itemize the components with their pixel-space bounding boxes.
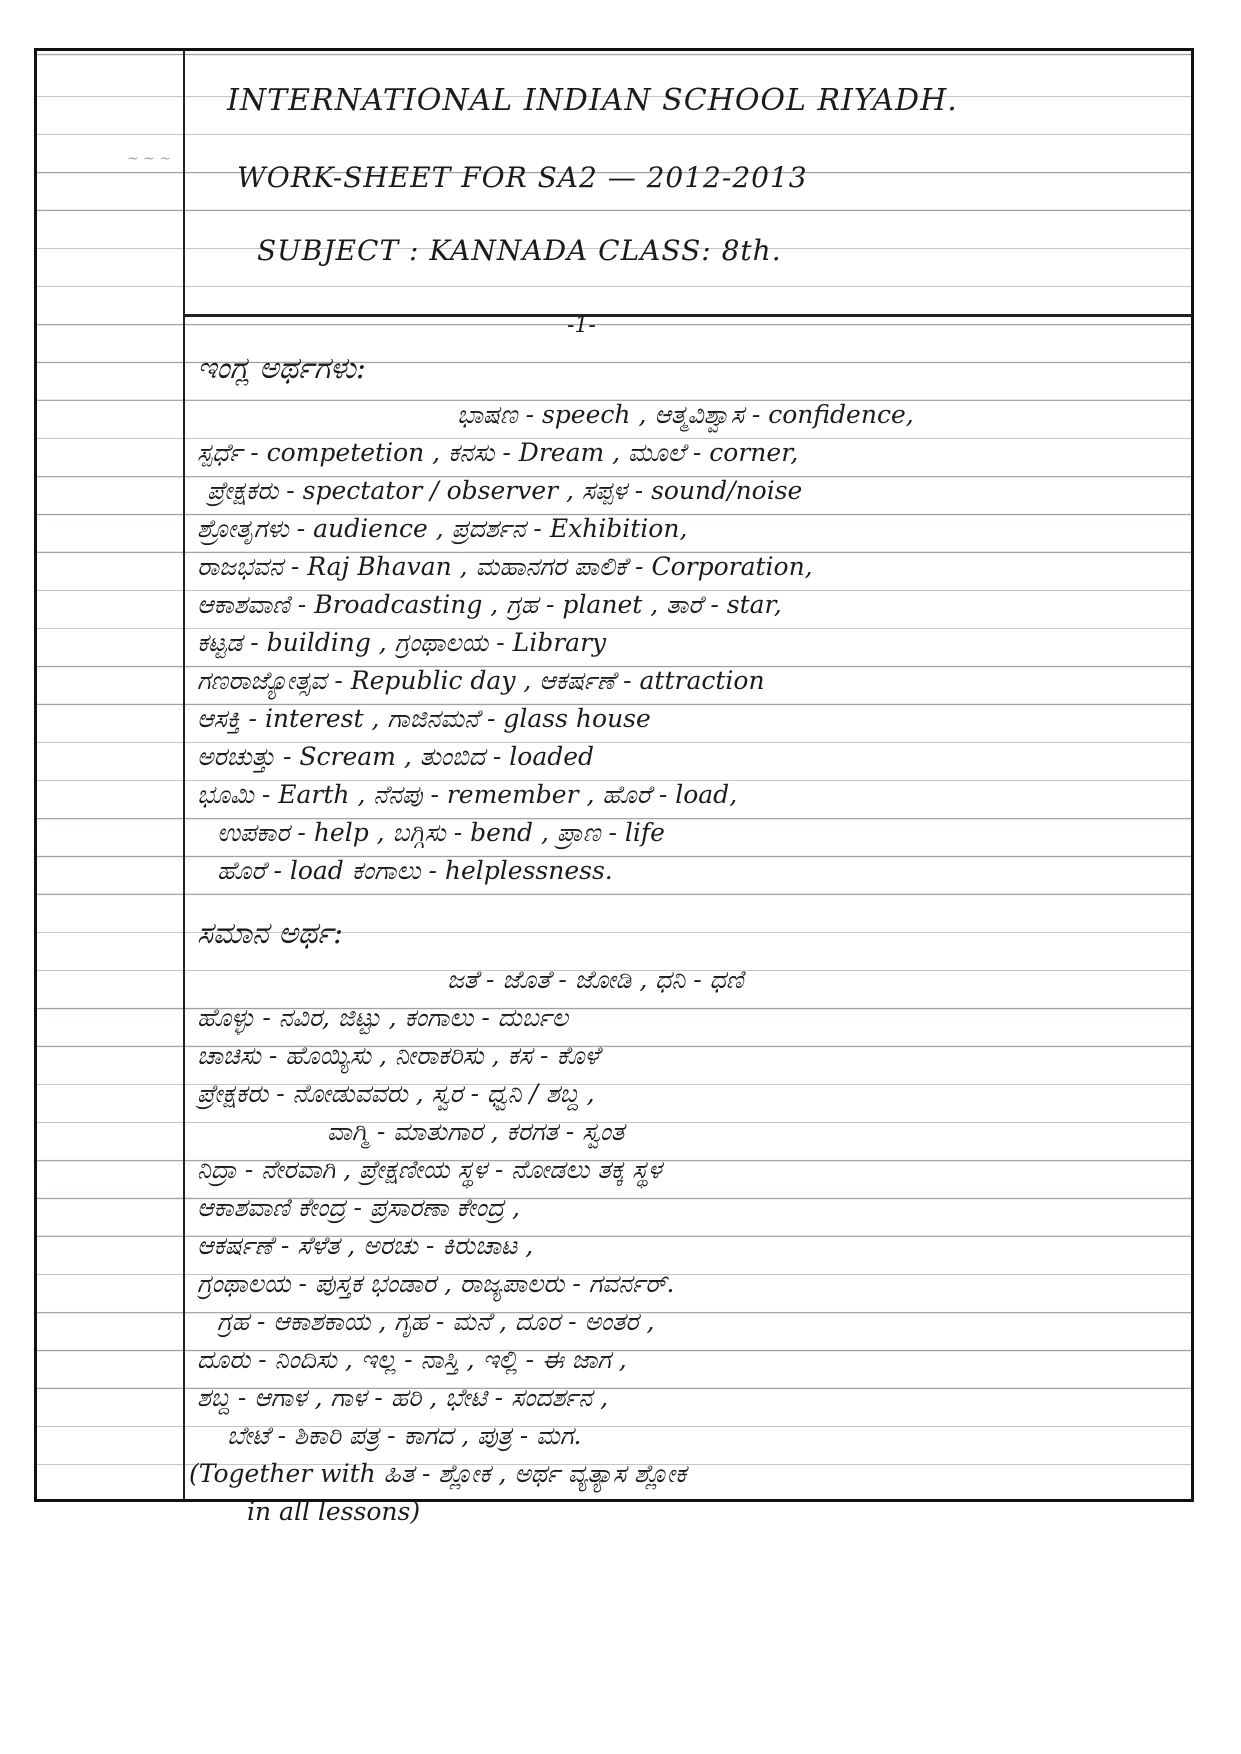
synonym-line: ಚಾಚಿಸು - ಹೊಯ್ಯಿಸು , ನೀರಾಕರಿಸು , ಕಸ - ಕೊಳೆ [197, 1041, 600, 1070]
synonym-line: ಗ್ರಂಥಾಲಯ - ಪುಸ್ತಕ ಭಂಡಾರ , ರಾಜ್ಯಪಾಲರು - ಗವರ್ನರ್. [197, 1269, 675, 1298]
vocab-line: ಆಕಾಶವಾಣಿ - Broadcasting , ಗ್ರಹ - planet , ತಾರೆ - star, [197, 590, 782, 619]
worksheet-title: WORK-SHEET FOR SA2 — 2012-2013 [237, 161, 808, 194]
vocab-line: ಹೊರೆ - load ಕಂಗಾಲು - helplessness. [217, 856, 613, 885]
vocab-line: ಸ್ಪರ್ಧೆ - competetion , ಕನಸು - Dream , ಮೂಲೆ - corner, [197, 438, 799, 467]
vocab-line: ಅರಚುತ್ತು - Scream , ತುಂಬಿದ - loaded [197, 742, 595, 771]
vocab-line: ಗಣರಾಜ್ಯೋತ್ಸವ - Republic day , ಆಕರ್ಷಣೆ - attraction [197, 666, 765, 695]
school-name: INTERNATIONAL INDIAN SCHOOL RIYADH. [227, 83, 958, 118]
synonym-line: ಆಕರ್ಷಣೆ - ಸೆಳೆತ , ಅರಚು - ಕಿರುಚಾಟ , [197, 1231, 534, 1260]
subject-class: SUBJECT : KANNADA CLASS: 8th. [257, 234, 782, 267]
synonym-line: ಹೊಳ್ಳು - ನವಿರ, ಜಿಟ್ಟು , ಕಂಗಾಲು - ದುರ್ಬಲ [197, 1003, 568, 1032]
margin-line [183, 51, 186, 1499]
vocab-line: ಶ್ರೋತೃಗಳು - audience , ಪ್ರದರ್ಶನ - Exhibition, [197, 514, 688, 543]
vocab-line: ಭೂಮಿ - Earth , ನೆನಪು - remember , ಹೊರೆ - load, [197, 780, 738, 809]
closing-note-line1: (Together with ಹಿತ - ಶ್ಲೋಕ , ಅರ್ಥ ವ್ಯತ್ಯಾಸ ಶ್ಲೋಕ [189, 1459, 687, 1488]
closing-note-line2: in all lessons) [247, 1497, 421, 1526]
vocab-line: ಭಾಷಣ - speech , ಆತ್ಮವಿಶ್ವಾಸ - confidence, [457, 400, 914, 429]
synonym-line: ಪ್ರೇಕ್ಷಕರು - ನೋಡುವವರು , ಸ್ವರ - ಧ್ವನಿ / ಶಬ್ದ , [197, 1079, 595, 1108]
synonym-line: ಗ್ರಹ - ಆಕಾಶಕಾಯ , ಗೃಹ - ಮನೆ , ದೂರ - ಅಂತರ , [217, 1307, 655, 1336]
synonym-line: ವಾಗ್ಮಿ - ಮಾತುಗಾರ , ಕರಗತ - ಸ್ವಂತ [327, 1117, 625, 1146]
section-heading-synonyms: ಸಮಾನ ಅರ್ಥ: [197, 916, 344, 951]
synonym-line: ದೂರು - ನಿಂದಿಸು , ಇಲ್ಲ - ನಾಸ್ತಿ , ಇಲ್ಲಿ - ಈ ಜಾಗ , [197, 1345, 627, 1374]
synonym-line: ನಿದ್ರಾ - ನೇರವಾಗಿ , ಪ್ರೇಕ್ಷಣೀಯ ಸ್ಥಳ - ನೋಡಲು ತಕ್ಕ ಸ್ಥಳ [197, 1155, 662, 1184]
notebook-page [34, 48, 1194, 1526]
synonym-line: ಆಕಾಶವಾಣಿ ಕೇಂದ್ರ - ಪ್ರಸಾರಣಾ ಕೇಂದ್ರ , [197, 1193, 521, 1222]
section-heading-english-meanings: ಇಂಗ್ಲ ಅರ್ಥಗಳು: [197, 351, 366, 386]
synonym-line: ಬೇಟೆ - ಶಿಕಾರಿ ಪತ್ರ - ಕಾಗದ , ಪುತ್ರ - ಮಗ. [227, 1421, 582, 1450]
stray-pen-mark: ~ ~ ~ [127, 151, 172, 167]
vocab-line: ಉಪಕಾರ - help , ಬಗ್ಗಿಸು - bend , ಪ್ರಾಣ - life [217, 818, 665, 847]
vocab-line: ಪ್ರೇಕ್ಷಕರು - spectator / observer , ಸಪ್ಪಳ - sound/noise [207, 476, 803, 505]
vocab-line: ಕಟ್ಟಡ - building , ಗ್ರಂಥಾಲಯ - Library [197, 628, 607, 657]
synonym-line: ಶಬ್ದ - ಆಗಾಳ , ಗಾಳ - ಹರಿ , ಭೇಟಿ - ಸಂದರ್ಶನ , [197, 1383, 609, 1412]
vocab-line: ರಾಜಭವನ - Raj Bhavan , ಮಹಾನಗರ ಪಾಲಿಕೆ - Corporation, [197, 552, 813, 581]
page-number: -1- [567, 313, 596, 338]
synonym-line: ಜತೆ - ಜೊತೆ - ಜೋಡಿ , ಧನಿ - ಧಣಿ [447, 965, 744, 994]
vocab-line: ಆಸಕ್ತಿ - interest , ಗಾಜಿನಮನೆ - glass house [197, 704, 651, 733]
page-content [189, 51, 1167, 1526]
